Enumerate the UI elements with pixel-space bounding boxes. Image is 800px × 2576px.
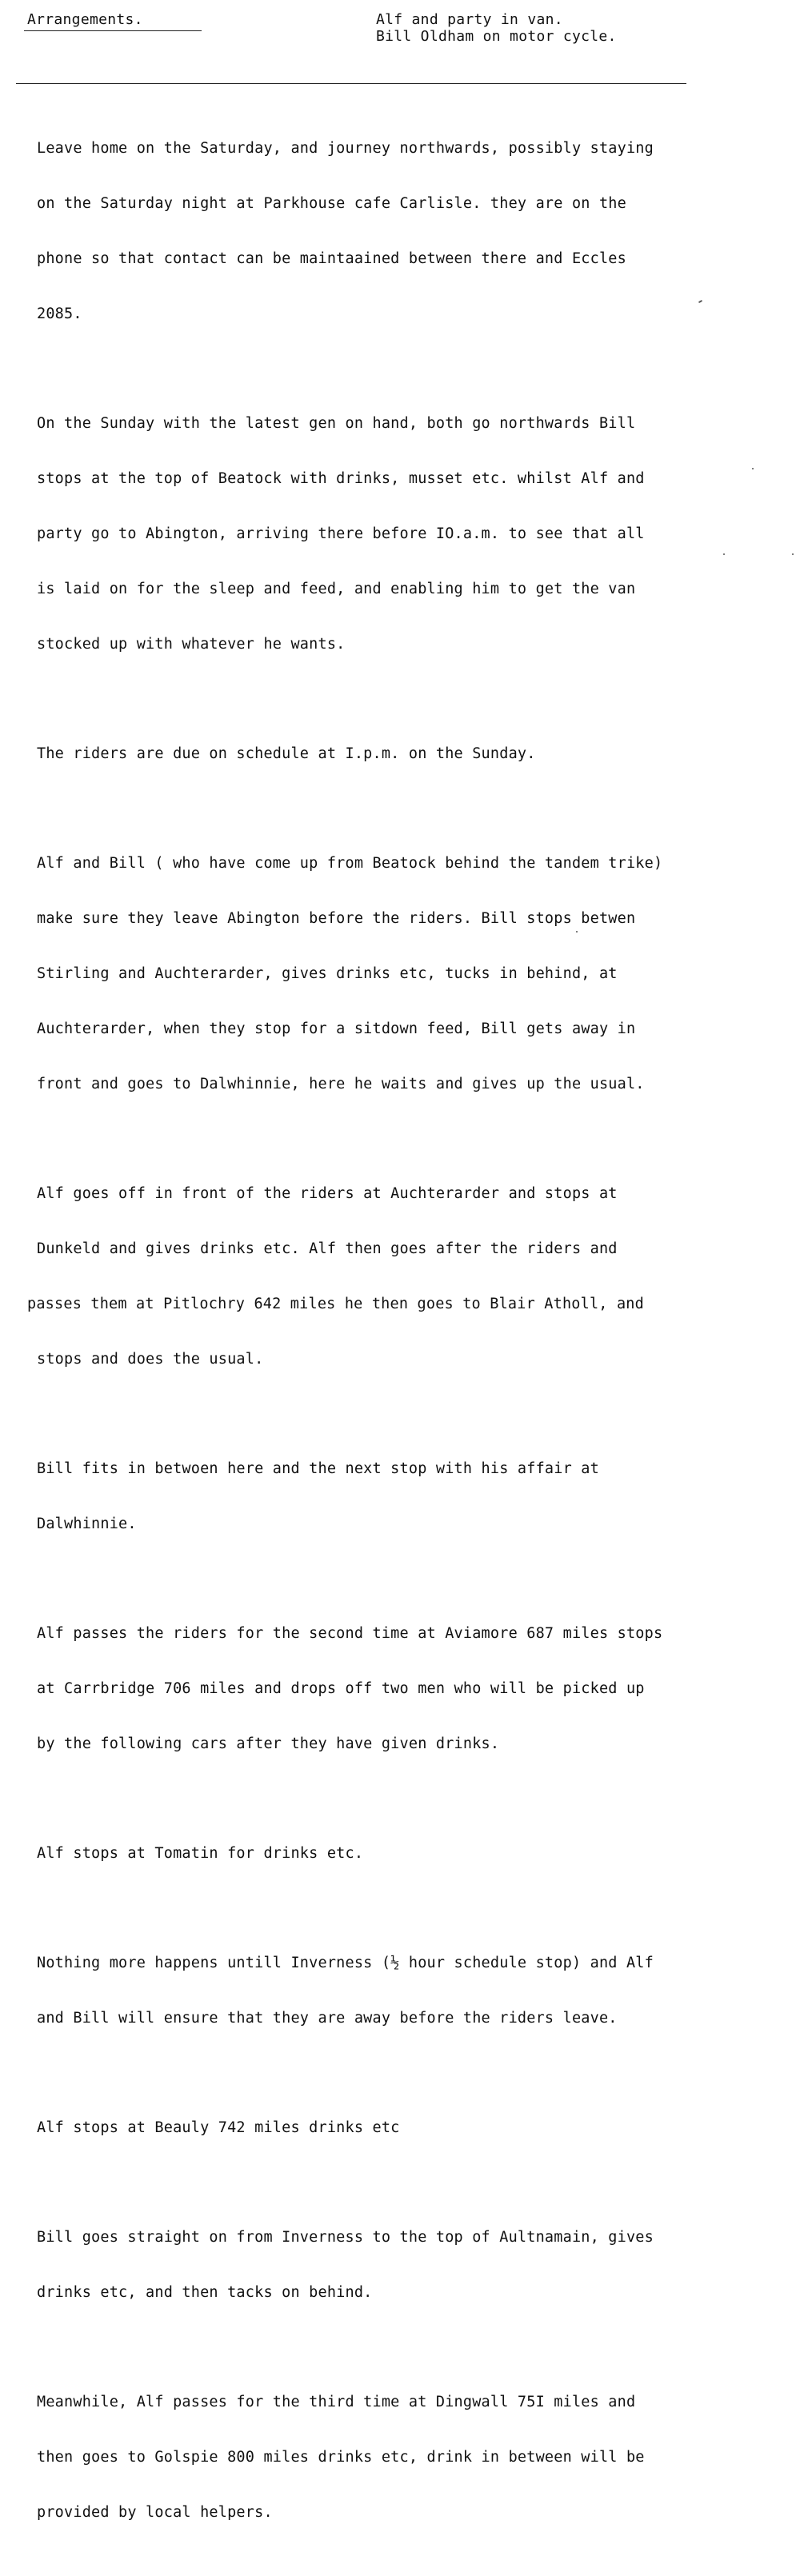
paper-speck [723, 553, 725, 555]
text-line: passes them at Pitlochry 642 miles he then goes to Blair Atholl, and [27, 1296, 644, 1312]
paper-speck [792, 553, 794, 555]
text-line: Nothing more happens untill Inverness (½ hour schedule stop) and Alf [37, 1955, 654, 1971]
text-line: is laid on for the sleep and feed, and enabling him to get the van [37, 581, 636, 597]
text-line: Bill goes straight on from Inverness to the top of Aultnamain, gives [37, 2229, 654, 2246]
section-separator-line [16, 83, 686, 84]
paragraph-alf-dunkeld [27, 1148, 789, 1405]
text-line: The riders are due on schedule at I.p.m. on the Sunday. [37, 745, 536, 762]
text-line: and Bill will ensure that they are away before the riders leave. [37, 2010, 618, 2027]
text-line: provided by local helpers. [37, 2504, 273, 2521]
document-body [27, 102, 789, 2576]
text-line: by the following cars after they have given drinks. [37, 1735, 500, 1752]
paragraph-sunday-plan [37, 377, 789, 690]
text-line: Alf and Bill ( who have come up from Beatock behind the tandem trike) [37, 855, 663, 872]
text-line: Alf stops at Tomatin for drinks etc. [37, 1845, 364, 1862]
text-line: front and goes to Dalwhinnie, here he waits and gives up the usual. [37, 1076, 645, 1092]
text-line: Meanwhile, Alf passes for the third time at Dingwall 75I miles and [37, 2394, 636, 2410]
text-line: Leave home on the Saturday, and journey northwards, possibly staying [37, 140, 654, 157]
paragraph-bill-dalwhinnie [37, 1423, 789, 1570]
text-line: Stirling and Auchterarder, gives drinks etc, tucks in behind, at [37, 965, 618, 982]
paragraph-aviemore-carrbridge [37, 1588, 789, 1790]
party-line-motorcycle: Bill Oldham on motor cycle. [376, 28, 617, 45]
text-line: stops at the top of Beatock with drinks, musset etc. whilst Alf and [37, 470, 645, 487]
text-line: Auchterarder, when they stop for a sitdown feed, Bill gets away in [37, 1020, 636, 1037]
paragraph-riders-schedule [37, 708, 789, 800]
document-heading: Arrangements. [27, 11, 143, 28]
party-line-van: Alf and party in van. [376, 11, 563, 28]
text-line: Alf passes the riders for the second time at Aviamore 687 miles stops [37, 1625, 663, 1642]
text-line: stocked up with whatever he wants. [37, 636, 346, 653]
text-line: Dalwhinnie. [37, 1516, 137, 1532]
text-line: at Carrbridge 706 miles and drops off two men who will be picked up [37, 1680, 645, 1697]
text-line: Alf stops at Beauly 742 miles drinks etc [37, 2119, 400, 2136]
text-line: Bill fits in betwoen here and the next stop with his affair at [37, 1460, 599, 1477]
text-line: stops and does the usual. [37, 1351, 264, 1368]
text-line: On the Sunday with the latest gen on hand, both go northwards Bill [37, 415, 636, 432]
text-line: phone so that contact can be maintaained between there and Eccles [37, 250, 626, 267]
text-line: 2085. [37, 306, 82, 322]
text-line: party go to Abington, arriving there before IO.a.m. to see that all [37, 525, 645, 542]
paragraph-dingwall-golspie [37, 2356, 789, 2558]
paper-speck [576, 931, 578, 933]
text-line: Dunkeld and gives drinks etc. Alf then goes after the riders and [37, 1240, 618, 1257]
paragraph-beauly [37, 2082, 789, 2174]
paper-speck [752, 468, 754, 469]
text-line: then goes to Golspie 800 miles drinks etc, drink in between will be [37, 2449, 645, 2466]
text-line: on the Saturday night at Parkhouse cafe Carlisle. they are on the [37, 195, 626, 212]
text-line: Alf goes off in front of the riders at Auchterarder and stops at [37, 1185, 618, 1202]
text-line: drinks etc, and then tacks on behind. [37, 2284, 373, 2301]
text-line: make sure they leave Abington before the riders. Bill stops betwen [37, 910, 636, 927]
party-arrangement-block [376, 11, 617, 45]
paragraph-tomatin [37, 1807, 789, 1899]
paragraph-saturday-departure [37, 102, 789, 360]
heading-underline [24, 30, 202, 31]
paragraph-inverness [37, 1917, 789, 2064]
paragraph-aultnamain [37, 2191, 789, 2338]
paragraph-abington-departure [37, 817, 789, 1130]
